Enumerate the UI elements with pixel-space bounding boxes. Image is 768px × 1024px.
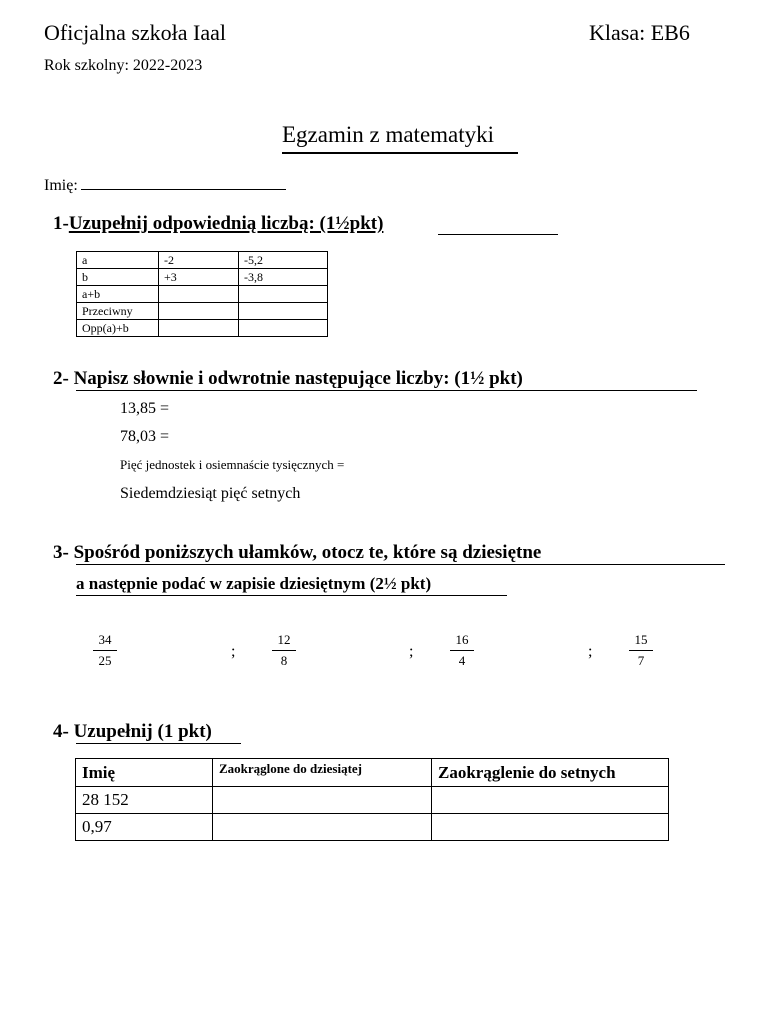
answer-cell[interactable]: [213, 814, 432, 841]
q4-table: [75, 758, 669, 841]
fraction-denominator: 25: [98, 653, 112, 668]
table-cell: Przeciwny: [77, 303, 159, 320]
table-header-cell: [76, 759, 213, 787]
answer-cell[interactable]: [239, 286, 328, 303]
name-label: Imię:: [44, 177, 78, 194]
fraction-separator: ;: [409, 643, 414, 660]
table-row: [77, 286, 328, 303]
q2-heading-rule: [76, 390, 697, 391]
table-cell: [76, 787, 213, 814]
q2-item: Pięć jednostek i osiemnaście tysięcznych =: [120, 457, 345, 472]
fraction-bar: [272, 650, 296, 651]
table-cell: -3,8: [239, 269, 328, 286]
q4-title: Uzupełnij (1 pkt): [73, 721, 212, 742]
fraction-numerator: 16: [455, 632, 469, 647]
answer-cell[interactable]: [239, 303, 328, 320]
cell-value: 0,97: [82, 817, 112, 836]
fraction-denominator: 4: [458, 653, 466, 668]
table-header-cell: [213, 759, 432, 787]
q4-heading: [53, 721, 212, 743]
header-label: Zaokrąglone do dziesiątej: [219, 761, 362, 776]
answer-cell[interactable]: [239, 320, 328, 337]
table-header-cell: [432, 759, 669, 787]
q1-title: Uzupełnij odpowiednią liczbą: (1½pkt): [68, 213, 384, 234]
title-underline: [282, 152, 518, 154]
q1-number: 1-: [53, 213, 69, 234]
fraction[interactable]: [450, 632, 474, 669]
q1-table: [76, 251, 328, 337]
table-row: [77, 252, 328, 269]
school-year: Rok szkolny: 2022-2023: [44, 57, 203, 74]
q2-item: Siedemdziesiąt pięć setnych: [120, 485, 301, 502]
q2-item: 78,03 =: [120, 428, 170, 445]
q4-heading-rule: [76, 743, 241, 744]
fraction-separator: ;: [588, 643, 593, 660]
table-row: [76, 787, 669, 814]
q3-title-line1: Spośród poniższych ułamków, otocz te, które są dziesiętne: [73, 542, 542, 563]
table-cell: -2: [159, 252, 239, 269]
fraction-separator: ;: [231, 643, 236, 660]
fraction[interactable]: [272, 632, 296, 669]
table-row: [77, 269, 328, 286]
cell-value: 28 152: [82, 790, 129, 809]
header-label: Imię: [82, 763, 116, 782]
answer-cell[interactable]: [159, 320, 239, 337]
exam-title: Egzamin z matematyki: [282, 122, 495, 147]
table-row: [77, 303, 328, 320]
q2-item: 13,85 =: [120, 400, 170, 417]
table-cell: a: [77, 252, 159, 269]
table-row: [77, 320, 328, 337]
fraction-numerator: 15: [634, 632, 648, 647]
answer-cell[interactable]: [213, 787, 432, 814]
answer-cell[interactable]: [159, 303, 239, 320]
fraction-numerator: 34: [98, 632, 112, 647]
table-cell: [76, 814, 213, 841]
fraction-denominator: 8: [280, 653, 288, 668]
fraction[interactable]: [93, 632, 117, 669]
q1-heading: [53, 213, 383, 235]
class-label: Klasa: EB6: [589, 20, 690, 45]
fraction-denominator: 7: [637, 653, 645, 668]
fraction-numerator: 12: [277, 632, 291, 647]
table-cell: -5,2: [239, 252, 328, 269]
answer-cell[interactable]: [432, 787, 669, 814]
fraction-bar: [629, 650, 653, 651]
fraction[interactable]: [629, 632, 653, 669]
q4-number: 4-: [53, 721, 69, 742]
name-row: [44, 175, 286, 195]
q3-heading-rule: [76, 564, 725, 565]
school-name: Oficjalna szkoła Iaal: [44, 20, 227, 45]
q3-title-line2: a następnie podać w zapisie dziesiętnym (2½ pkt): [76, 574, 432, 593]
fraction-bar: [450, 650, 474, 651]
q2-heading: [53, 368, 523, 390]
table-cell: +3: [159, 269, 239, 286]
fraction-bar: [93, 650, 117, 651]
table-row: [76, 814, 669, 841]
table-cell: b: [77, 269, 159, 286]
q2-title: Napisz słownie i odwrotnie następujące liczby: (1½ pkt): [73, 368, 523, 389]
table-cell: a+b: [77, 286, 159, 303]
name-blank-line[interactable]: [81, 175, 286, 190]
header-label: Zaokrąglenie do setnych: [438, 763, 616, 782]
q3-number: 3-: [53, 542, 69, 563]
table-cell: Opp(a)+b: [77, 320, 159, 337]
table-header-row: [76, 759, 669, 787]
q2-number: 2-: [53, 368, 69, 389]
q1-heading-rule: [438, 234, 558, 235]
answer-cell[interactable]: [159, 286, 239, 303]
q3-heading-rule-2: [76, 595, 507, 596]
answer-cell[interactable]: [432, 814, 669, 841]
q3-heading: [53, 542, 541, 564]
